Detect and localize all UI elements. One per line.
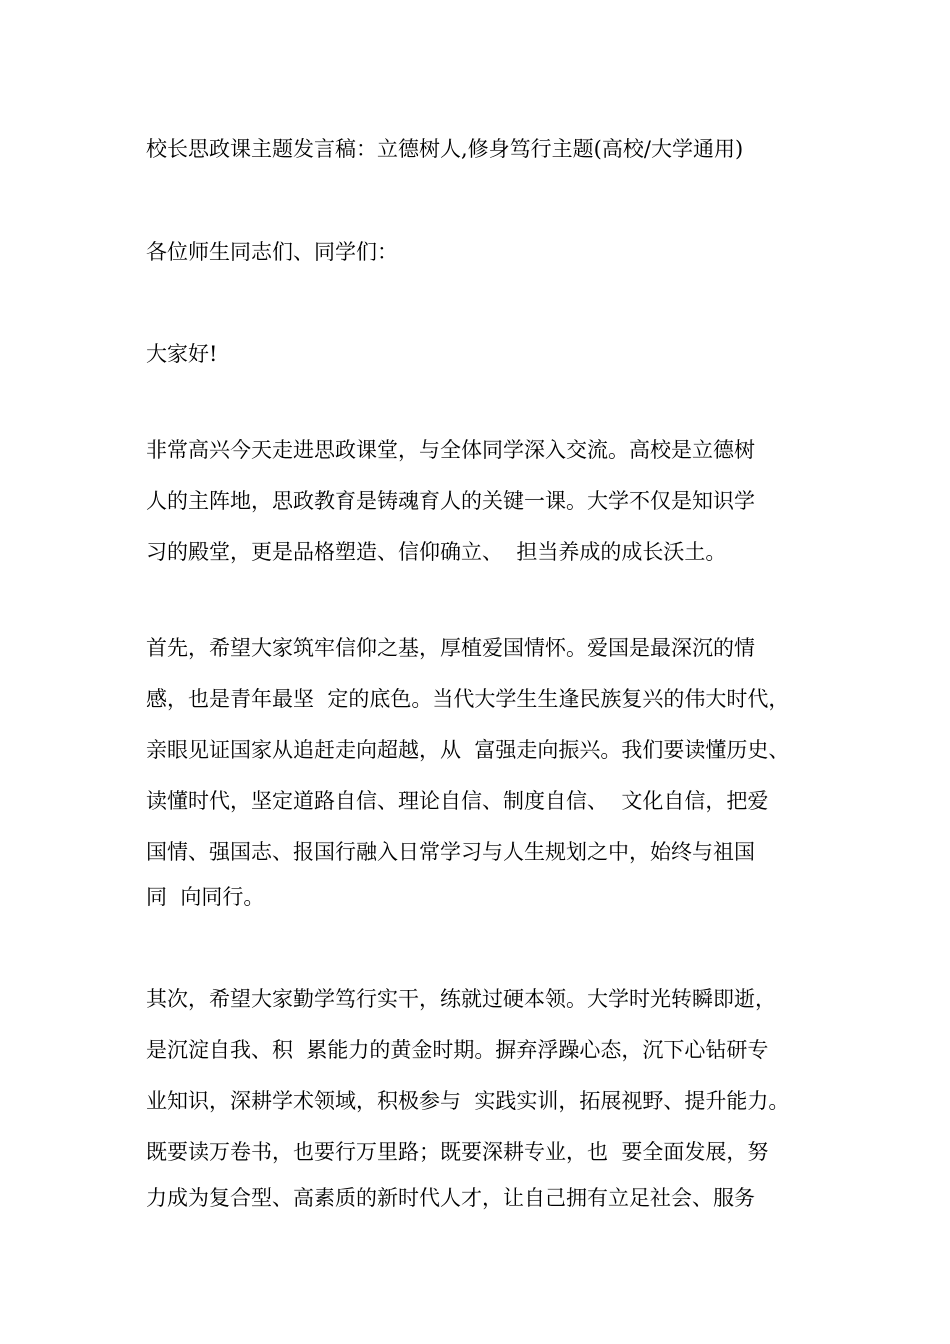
paragraph-2-line-3: 亲眼见证国家从追赶走向超越，从 富强走向振兴。我们要读懂历史、 (146, 738, 790, 762)
document-title: 校长思政课主题发言稿：立德树人,修身笃行主题(高校/大学通用) (146, 137, 744, 161)
paragraph-2-line-4: 读懂时代，坚定道路自信、理论自信、制度自信、 文化自信，把爱 (146, 789, 769, 813)
paragraph-2-line-2: 感，也是青年最坚 定的底色。当代大学生生逢民族复兴的伟大时代， (146, 687, 790, 711)
paragraph-2-line-6: 同 向同行。 (146, 885, 265, 909)
paragraph-2-line-5: 国情、强国志、报国行融入日常学习与人生规划之中，始终与祖国 (146, 840, 755, 864)
greeting: 大家好! (146, 342, 218, 366)
paragraph-2-line-1: 首先，希望大家筑牢信仰之基，厚植爱国情怀。爱国是最深沉的情 (146, 636, 755, 660)
paragraph-3-line-1: 其次，希望大家勤学笃行实干，练就过硬本领。大学时光转瞬即逝， (146, 987, 776, 1011)
salutation: 各位师生同志们、同学们： (146, 240, 398, 264)
paragraph-3-line-4: 既要读万卷书，也要行万里路；既要深耕专业，也 要全面发展，努 (146, 1140, 769, 1164)
paragraph-1-line-2: 人的主阵地，思政教育是铸魂育人的关键一课。大学不仅是知识学 (146, 489, 755, 513)
paragraph-1-line-1: 非常高兴今天走进思政课堂，与全体同学深入交流。高校是立德树 (146, 438, 755, 462)
paragraph-3-line-5: 力成为复合型、高素质的新时代人才，让自己拥有立足社会、服务 (146, 1186, 755, 1210)
paragraph-1-line-3: 习的殿堂，更是品格塑造、信仰确立、 担当养成的成长沃土。 (146, 540, 727, 564)
paragraph-3-line-3: 业知识，深耕学术领域，积极参与 实践实训，拓展视野、提升能力。 (146, 1089, 790, 1113)
paragraph-3-line-2: 是沉淀自我、积 累能力的黄金时期。摒弃浮躁心态，沉下心钻研专 (146, 1038, 769, 1062)
